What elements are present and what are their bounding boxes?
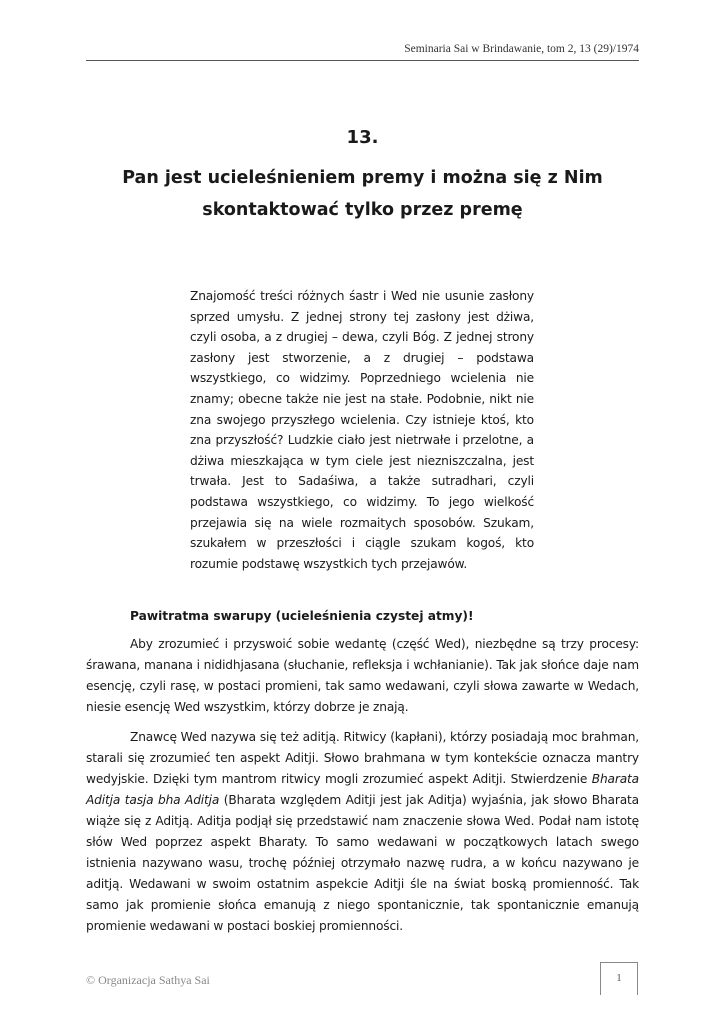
epigraph-quote: Znajomość treści różnych śastr i Wed nie usunie zasłony sprzed umysłu. Z jednej strony tej zasłony jest dżiwa, czyli osoba, a z drugiej – dewa, czyli Bóg. Z jednej strony zasłony jest stworzenie, a z drugiej – podstawa wszystkiego, co widzimy. Poprzedniego wcielenia nie znamy; obecne także nie jest na stałe. Podobnie, nikt nie zna swojego przyszłego wcielenia. Czy istnieje ktoś, kto zna przyszłość? Ludzkie ciało jest nietrwałe i przelotne, a dżiwa mieszkająca w tym ciele jest niezniszczalna, jest trwała. Jest to Sadaśiwa, a także sutradhari, czyli podstawa wszystkiego, co widzimy. To jego wielkość przejawia się na wiele rozmaitych sposobów. Szukam, szukałem w przeszłości i ciągle szukam kogoś, kto rozumie podstawę wszystkich tych przejawów. <box>190 289 534 571</box>
paragraph-2-italic-quote: Bharata Aditja tasja bha Aditja <box>86 772 639 807</box>
paragraph-2 <box>86 727 639 937</box>
paragraph-1: Aby zrozumieć i przyswoić sobie wedantę (część Wed), niezbędne są trzy procesy: śrawana, manana i nididhjasana (słuchanie, refleksja i wchłanianie). Tak jak słońce daje nam esencję, czyli rasę, w postaci promieni, tak samo wedawani, czyli słowa zawarte w Wedach, niesie esencję Wed wszystkim, którzy dobrze je znają. <box>86 637 639 714</box>
chapter-number: 13. <box>346 127 379 148</box>
chapter-title-line-2: skontaktować tylko przez premę <box>202 200 523 220</box>
running-header: Seminaria Sai w Brindawanie, tom 2, 13 (29)/1974 <box>86 40 639 61</box>
section-heading: Pawitratma swarupy (ucieleśnienia czystej atmy)! <box>130 609 474 623</box>
page-number: 1 <box>600 962 638 995</box>
paragraph-2-end: (Bharata względem Aditji jest jak Aditja) wyjaśnia, jak słowo Bharata wiąże się z Aditją. Aditja podjął się przedstawić nam znaczenie słowa Wed. Podał nam istotę słów Wed poprzez aspekt Bharaty. To samo wedawani w początkowych latach swego istnienia nazywano wasu, trochę później otrzymało nazwę rudra, a w końcu nazywano je aditją. Wedawani w swoim ostatnim aspekcie Aditji śle na świat boską promienność. Tak samo jak promienie słońca emanują z niego spontanicznie, tak spontanicznie emanują promienie wedawani w postaci boskiej promienności. <box>86 793 639 933</box>
paragraph-2-start: Znawcę Wed nazywa się też aditją. Ritwicy (kapłani), którzy posiadają moc brahman, starali się zrozumieć ten aspekt Aditji. Słowo brahmana w tym kontekście oznacza mantry wedyjskie. Dzięki tym mantrom ritwicy mogli zrozumieć aspekt Aditji. Stwierdzenie <box>86 730 639 786</box>
chapter-title <box>120 162 605 226</box>
chapter-title-line-1: Pan jest ucieleśnieniem premy i można się z Nim <box>122 168 603 188</box>
body-text <box>86 634 639 946</box>
footer-copyright: © Organizacja Sathya Sai <box>86 973 210 987</box>
